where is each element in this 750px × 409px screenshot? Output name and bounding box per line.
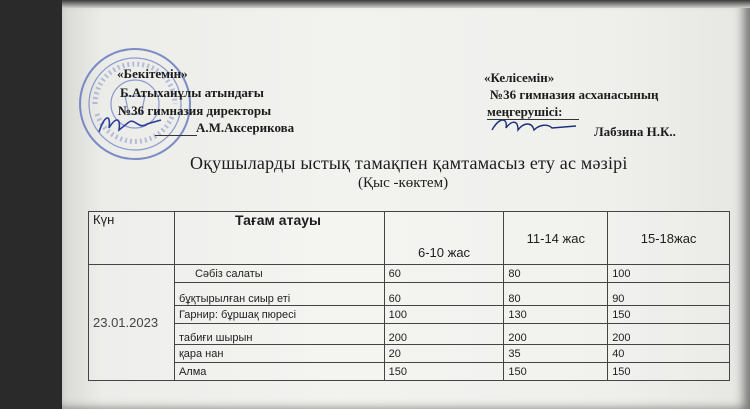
approve-line2: №36 гимназия директоры <box>118 103 272 118</box>
portion-15-18: 100 <box>608 265 730 283</box>
portion-6-10: 100 <box>384 306 504 324</box>
document-subtitle: (Қыс -көктем) <box>358 175 449 191</box>
portion-6-10: 20 <box>384 345 504 363</box>
table-row <box>89 363 730 381</box>
header-age-11-14: 11-14 жас <box>504 212 608 265</box>
portion-15-18: 200 <box>608 324 730 345</box>
food-name: Алма <box>174 363 384 381</box>
page-edge <box>62 0 750 8</box>
signature-line-right <box>487 119 579 120</box>
agree-label: «Келісемін» <box>484 70 555 85</box>
signature-line-left <box>155 135 197 136</box>
agree-line1: №36 гимназия асханасының <box>490 87 659 102</box>
food-name: бұқтырылған сиыр еті <box>174 283 384 306</box>
approve-line1: Б.Атыханұлы атындағы <box>120 85 264 100</box>
portion-15-18: 90 <box>608 283 730 306</box>
food-name: Сәбіз салаты <box>174 265 384 283</box>
header-day: Күн <box>89 212 175 265</box>
table-row <box>89 324 730 345</box>
portion-6-10: 60 <box>384 283 504 306</box>
table-row <box>89 306 730 324</box>
portion-11-14: 35 <box>504 345 608 363</box>
portion-15-18: 40 <box>608 345 730 363</box>
portion-15-18: 150 <box>608 363 730 381</box>
portion-6-10: 60 <box>384 265 504 283</box>
header-age-15-18: 15-18жас <box>608 212 730 265</box>
menu-date: 23.01.2023 <box>89 265 175 381</box>
document-title: Оқушыларды ыстық тамақпен қамтамасыз ету ас мәзірі <box>190 153 628 173</box>
food-name: қара нан <box>174 345 384 363</box>
portion-11-14: 80 <box>504 265 608 283</box>
header-food-name: Тағам атауы <box>174 212 384 265</box>
table-row <box>89 345 730 363</box>
header-age-6-10: 6-10 жас <box>384 212 504 265</box>
portion-11-14: 200 <box>504 324 608 345</box>
table-row <box>89 265 730 283</box>
agree-line2: меңгерушісі: <box>487 104 563 119</box>
portion-6-10: 150 <box>384 363 504 381</box>
food-name: Гарнир: бұршақ пюресі <box>174 306 384 324</box>
food-name: табиғи шырын <box>174 324 384 345</box>
portion-11-14: 80 <box>504 283 608 306</box>
approve-label: «Бекітемін» <box>117 66 188 81</box>
canteen-head-name: Лабзина Н.К.. <box>594 124 676 139</box>
portion-11-14: 130 <box>504 306 608 324</box>
menu-table <box>88 211 730 381</box>
table-row <box>89 283 730 306</box>
portion-15-18: 150 <box>608 306 730 324</box>
director-name: А.М.Аксерикова <box>196 120 295 135</box>
portion-6-10: 200 <box>384 324 504 345</box>
portion-11-14: 150 <box>504 363 608 381</box>
